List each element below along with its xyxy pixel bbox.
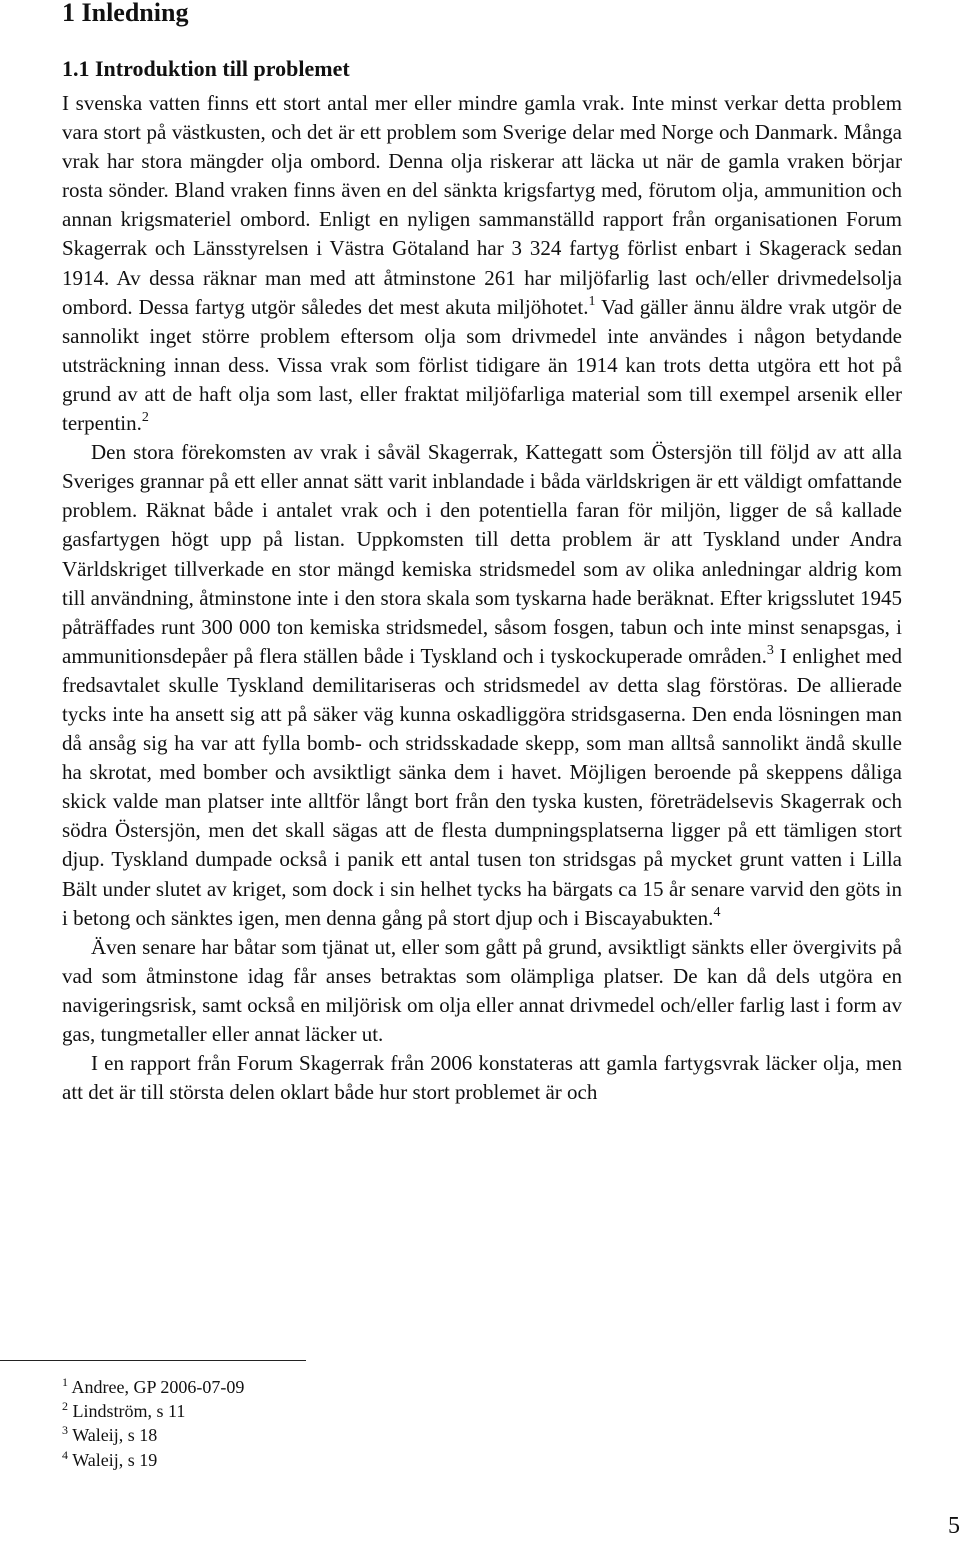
page-number: 5 (948, 1513, 960, 1539)
body-text (62, 89, 902, 1107)
footnote-text: Waleij, s 18 (72, 1425, 158, 1446)
chapter-heading: 1 Inledning (62, 0, 189, 27)
paragraph-text: I svenska vatten finns ett stort antal mer eller mindre gamla vrak. Inte minst verkar detta problem vara stort på västkusten, och det är ett problem som Sverige delar med Norge och Danmark. Många vrak har stora mängder olja ombord. Denna olja riskerar att läcka ut när de gamla vraken börjar rosta sönder. Bland vraken finns även en del sänkta krigsfartyg med, förutom olja, ammunition och annan krigsmateriel ombord. Enligt en nyligen sammanställd rapport från organisationen Forum Skagerrak och Länsstyrelsen i Västra Götaland har 3 324 fartyg förlist enbart i Skagerack sedan 1914. Av dessa räknar man med att åtminstone 261 har miljöfarlig last och/eller drivmedelsolja ombord. Dessa fartyg utgör således det mest akuta miljöhotet. (62, 91, 902, 319)
paragraph-text: Vad gäller ännu äldre vrak utgör de sannolikt inget större problem eftersom olja som drivmedel inte användes i någon betydande utsträckning innan dess. Vissa vrak som förlist tidigare än 1914 kan trots detta utgöra ett hot på grund av att de haft olja som last, eller fraktat miljöfarliga material som till exempel arsenik eller terpentin. (62, 294, 902, 436)
section-heading: 1.1 Introduktion till problemet (62, 56, 350, 81)
footnote-text: Andree, GP 2006-07-09 (71, 1377, 245, 1397)
footnote-number: 4 (62, 1447, 68, 1462)
footnote-ref-1[interactable]: 1 (588, 293, 596, 309)
footnote-number: 1 (62, 1375, 68, 1389)
paragraph-forum-report: I en rapport från Forum Skagerrak från 2006 konstateras att gamla fartygsvrak läcker olja, men att det är till största delen oklart både hur stort problemet är och (62, 1051, 902, 1105)
footnote-item (62, 1399, 244, 1423)
paragraph-later-boats: Även senare har båtar som tjänat ut, eller som gått på grund, avsiktligt sänkts eller övergivits på vad som åtminstone idag får anses betraktas som olämpliga platser. De kan då dels utgöra en navigeringsrisk, samt också en miljörisk om olja eller annat drivmedel och/eller farlig last i form av gas, tungmetaller eller annat läcker ut. (62, 934, 902, 1046)
paragraph-text: I enlighet med fredsavtalet skulle Tyskland demilitariseras och stridsmedel av detta slag förstöras. De allierade tycks inte ha ansett sig att på säker väg kunna oskadliggöra stridsgaserna. Den enda lösningen man då ansåg sig ha var att fylla bomb- och stridsskadade skepp, som man alltså sannolikt ändå skulle ha skrotat, med bomber och avsiktligt sänka dem i havet. Möjligen beroende på skeppens dåliga skick valde man platser inte alltför långt bort från den tyska kusten, företrädelsevis Skagerrak och södra Östersjön, men det skall sägas att de flesta dumpningsplatserna ligger på ett tämligen stort djup. Tyskland dumpade också i panik ett antal tusen ton stridsgas på mycket grunt vatten i Lilla Bält under slutet av kriget, som dock i sin helhet tycks ha bärgats ca 15 år senare varvid den göts in i betong och sänktes igen, men denna gång på stort djup och i Biscayabukten. (62, 643, 902, 930)
footnote-text: Waleij, s 19 (72, 1449, 158, 1470)
paragraph-text: Den stora förekomsten av vrak i såväl Skagerrak, Kattegatt som Östersjön till följd av att alla Sveriges grannar på ett eller annat sätt varit inblandade i båda världskrigen är ett väldigt omfattande problem. Räknat både i antalet vrak och i den potentiella faran för miljön, ligger de så kallade gasfartygen högt upp på listan. Uppkomsten till detta problem är att Tyskland under Andra Världskriget tillverkade en stor mängd kemiska stridsmedel som av olika anledningar aldrig kom till användning, åtminstone inte i den stora skala som tyskarna hade beräknat. Efter krigsslutet 1945 påträffades runt 300 000 ton kemiska stridsmedel, såsom fosgen, tabun och inte minst senapsgas, i ammunitionsdepåer på flera ställen både i Tyskland och i tyskockuperade områden. (62, 440, 902, 668)
footnote-item (62, 1375, 244, 1399)
footnote-number: 3 (62, 1423, 68, 1438)
footnote-number: 2 (62, 1399, 68, 1414)
paragraph-intro (62, 89, 902, 438)
footnote-list (62, 1375, 244, 1472)
footnote-ref-4[interactable]: 4 (713, 904, 721, 920)
footnote-text: Lindström, s 11 (72, 1401, 186, 1422)
footnote-item (62, 1448, 244, 1472)
footnote-ref-2[interactable]: 2 (141, 410, 149, 426)
footnote-separator (0, 1360, 306, 1361)
paragraph-gas-ships (62, 438, 902, 933)
footnote-ref-3[interactable]: 3 (766, 642, 774, 658)
footnote-item (62, 1423, 244, 1447)
